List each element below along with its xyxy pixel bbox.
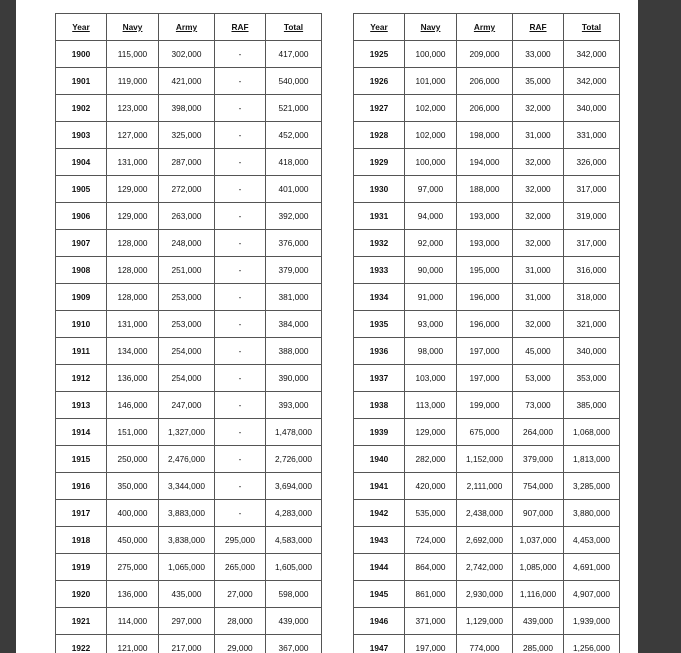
raf-cell: 27,000 [215, 581, 266, 608]
total-cell: 521,000 [266, 95, 322, 122]
table-row [354, 95, 620, 122]
year-cell: 1914 [56, 419, 107, 446]
total-cell: 321,000 [564, 311, 620, 338]
total-cell: 342,000 [564, 68, 620, 95]
army-cell: 254,000 [159, 365, 215, 392]
year-cell: 1936 [354, 338, 405, 365]
total-cell: 1,256,000 [564, 635, 620, 653]
total-cell: 1,068,000 [564, 419, 620, 446]
table-row [354, 203, 620, 230]
year-cell: 1922 [56, 635, 107, 653]
army-cell: 2,111,000 [457, 473, 513, 500]
table-row [56, 608, 322, 635]
header-row [354, 14, 620, 41]
table-row [56, 68, 322, 95]
table-row [354, 257, 620, 284]
army-cell: 188,000 [457, 176, 513, 203]
navy-cell: 129,000 [107, 203, 159, 230]
total-cell: 392,000 [266, 203, 322, 230]
total-cell: 319,000 [564, 203, 620, 230]
raf-cell: 1,037,000 [513, 527, 564, 554]
total-cell: 439,000 [266, 608, 322, 635]
navy-cell: 94,000 [405, 203, 457, 230]
year-cell: 1927 [354, 95, 405, 122]
total-cell: 4,453,000 [564, 527, 620, 554]
raf-cell: - [215, 149, 266, 176]
raf-cell: - [215, 500, 266, 527]
table-row [56, 554, 322, 581]
table-row [354, 41, 620, 68]
header-row [56, 14, 322, 41]
raf-cell: - [215, 41, 266, 68]
total-cell: 4,691,000 [564, 554, 620, 581]
document-page [16, 0, 638, 653]
navy-cell: 350,000 [107, 473, 159, 500]
navy-cell: 250,000 [107, 446, 159, 473]
table-row [354, 284, 620, 311]
year-cell: 1916 [56, 473, 107, 500]
navy-cell: 98,000 [405, 338, 457, 365]
total-cell: 388,000 [266, 338, 322, 365]
army-cell: 2,438,000 [457, 500, 513, 527]
total-cell: 418,000 [266, 149, 322, 176]
total-cell: 452,000 [266, 122, 322, 149]
raf-cell: 907,000 [513, 500, 564, 527]
total-cell: 326,000 [564, 149, 620, 176]
army-cell: 3,883,000 [159, 500, 215, 527]
table-row [354, 392, 620, 419]
army-cell: 325,000 [159, 122, 215, 149]
year-cell: 1919 [56, 554, 107, 581]
table-row [354, 608, 620, 635]
army-cell: 1,152,000 [457, 446, 513, 473]
army-cell: 197,000 [457, 338, 513, 365]
total-header: Total [564, 14, 620, 41]
navy-cell: 275,000 [107, 554, 159, 581]
navy-cell: 90,000 [405, 257, 457, 284]
navy-cell: 113,000 [405, 392, 457, 419]
raf-cell: - [215, 122, 266, 149]
table-row [56, 203, 322, 230]
navy-cell: 91,000 [405, 284, 457, 311]
raf-cell: - [215, 419, 266, 446]
army-cell: 287,000 [159, 149, 215, 176]
table-row [56, 149, 322, 176]
year-cell: 1918 [56, 527, 107, 554]
total-cell: 379,000 [266, 257, 322, 284]
army-cell: 199,000 [457, 392, 513, 419]
total-cell: 1,605,000 [266, 554, 322, 581]
table-row [56, 284, 322, 311]
army-cell: 254,000 [159, 338, 215, 365]
table-row [56, 230, 322, 257]
total-cell: 2,726,000 [266, 446, 322, 473]
year-cell: 1944 [354, 554, 405, 581]
army-cell: 209,000 [457, 41, 513, 68]
year-cell: 1915 [56, 446, 107, 473]
total-cell: 4,907,000 [564, 581, 620, 608]
army-cell: 195,000 [457, 257, 513, 284]
navy-cell: 131,000 [107, 311, 159, 338]
raf-cell: 73,000 [513, 392, 564, 419]
raf-cell: - [215, 203, 266, 230]
total-cell: 3,285,000 [564, 473, 620, 500]
table-row [354, 149, 620, 176]
raf-cell: - [215, 68, 266, 95]
raf-cell: - [215, 473, 266, 500]
raf-cell: 32,000 [513, 311, 564, 338]
navy-cell: 129,000 [405, 419, 457, 446]
army-cell: 196,000 [457, 311, 513, 338]
year-cell: 1912 [56, 365, 107, 392]
manpower-table-right [353, 13, 620, 653]
navy-cell: 121,000 [107, 635, 159, 653]
year-cell: 1943 [354, 527, 405, 554]
raf-cell: - [215, 338, 266, 365]
manpower-table-left [55, 13, 322, 653]
total-cell: 3,880,000 [564, 500, 620, 527]
raf-cell: 31,000 [513, 257, 564, 284]
total-cell: 1,478,000 [266, 419, 322, 446]
table-row [56, 500, 322, 527]
navy-cell: 128,000 [107, 284, 159, 311]
raf-cell: 32,000 [513, 230, 564, 257]
year-cell: 1930 [354, 176, 405, 203]
year-cell: 1910 [56, 311, 107, 338]
total-header: Total [266, 14, 322, 41]
navy-cell: 136,000 [107, 365, 159, 392]
table-row [56, 311, 322, 338]
raf-cell: 29,000 [215, 635, 266, 653]
table-row [354, 176, 620, 203]
army-cell: 198,000 [457, 122, 513, 149]
army-cell: 421,000 [159, 68, 215, 95]
total-cell: 393,000 [266, 392, 322, 419]
navy-header: Navy [405, 14, 457, 41]
navy-cell: 861,000 [405, 581, 457, 608]
army-cell: 2,692,000 [457, 527, 513, 554]
raf-cell: - [215, 176, 266, 203]
year-cell: 1901 [56, 68, 107, 95]
army-cell: 194,000 [457, 149, 513, 176]
table-row [56, 122, 322, 149]
raf-cell: 31,000 [513, 284, 564, 311]
raf-cell: - [215, 311, 266, 338]
navy-cell: 102,000 [405, 122, 457, 149]
year-header: Year [354, 14, 405, 41]
total-cell: 598,000 [266, 581, 322, 608]
year-cell: 1903 [56, 122, 107, 149]
table-row [56, 581, 322, 608]
year-cell: 1945 [354, 581, 405, 608]
navy-cell: 134,000 [107, 338, 159, 365]
year-cell: 1904 [56, 149, 107, 176]
table-row [56, 95, 322, 122]
raf-cell: - [215, 95, 266, 122]
raf-cell: 1,085,000 [513, 554, 564, 581]
navy-cell: 400,000 [107, 500, 159, 527]
total-cell: 4,283,000 [266, 500, 322, 527]
table-row [56, 41, 322, 68]
army-header: Army [457, 14, 513, 41]
raf-cell: - [215, 446, 266, 473]
navy-cell: 100,000 [405, 149, 457, 176]
navy-cell: 114,000 [107, 608, 159, 635]
navy-cell: 100,000 [405, 41, 457, 68]
navy-cell: 450,000 [107, 527, 159, 554]
total-cell: 340,000 [564, 95, 620, 122]
table-row [354, 446, 620, 473]
raf-cell: 33,000 [513, 41, 564, 68]
year-header: Year [56, 14, 107, 41]
table-row [354, 365, 620, 392]
year-cell: 1935 [354, 311, 405, 338]
army-cell: 248,000 [159, 230, 215, 257]
raf-cell: 32,000 [513, 95, 564, 122]
raf-cell: - [215, 284, 266, 311]
table-row [56, 446, 322, 473]
raf-cell: 379,000 [513, 446, 564, 473]
raf-cell: 285,000 [513, 635, 564, 653]
army-cell: 253,000 [159, 311, 215, 338]
total-cell: 353,000 [564, 365, 620, 392]
year-cell: 1932 [354, 230, 405, 257]
year-cell: 1907 [56, 230, 107, 257]
raf-cell: 31,000 [513, 122, 564, 149]
year-cell: 1920 [56, 581, 107, 608]
year-cell: 1947 [354, 635, 405, 653]
army-cell: 435,000 [159, 581, 215, 608]
raf-cell: 1,116,000 [513, 581, 564, 608]
table-row [354, 68, 620, 95]
navy-cell: 127,000 [107, 122, 159, 149]
total-cell: 318,000 [564, 284, 620, 311]
raf-cell: 264,000 [513, 419, 564, 446]
year-cell: 1931 [354, 203, 405, 230]
year-cell: 1911 [56, 338, 107, 365]
raf-cell: - [215, 257, 266, 284]
navy-cell: 97,000 [405, 176, 457, 203]
raf-cell: 754,000 [513, 473, 564, 500]
army-cell: 3,838,000 [159, 527, 215, 554]
army-cell: 302,000 [159, 41, 215, 68]
army-header: Army [159, 14, 215, 41]
army-cell: 297,000 [159, 608, 215, 635]
raf-header: RAF [215, 14, 266, 41]
navy-header: Navy [107, 14, 159, 41]
navy-cell: 197,000 [405, 635, 457, 653]
navy-cell: 146,000 [107, 392, 159, 419]
navy-cell: 724,000 [405, 527, 457, 554]
table-row [354, 311, 620, 338]
year-cell: 1906 [56, 203, 107, 230]
year-cell: 1941 [354, 473, 405, 500]
army-cell: 206,000 [457, 95, 513, 122]
table-row [56, 176, 322, 203]
year-cell: 1900 [56, 41, 107, 68]
army-cell: 1,129,000 [457, 608, 513, 635]
total-cell: 331,000 [564, 122, 620, 149]
total-cell: 401,000 [266, 176, 322, 203]
table-row [56, 392, 322, 419]
army-cell: 675,000 [457, 419, 513, 446]
year-cell: 1929 [354, 149, 405, 176]
navy-cell: 93,000 [405, 311, 457, 338]
table-row [354, 635, 620, 653]
army-cell: 774,000 [457, 635, 513, 653]
navy-cell: 119,000 [107, 68, 159, 95]
army-cell: 3,344,000 [159, 473, 215, 500]
raf-cell: - [215, 392, 266, 419]
navy-cell: 102,000 [405, 95, 457, 122]
table-row [354, 338, 620, 365]
table-row [56, 527, 322, 554]
year-cell: 1926 [354, 68, 405, 95]
navy-cell: 864,000 [405, 554, 457, 581]
army-cell: 1,327,000 [159, 419, 215, 446]
total-cell: 1,813,000 [564, 446, 620, 473]
year-cell: 1902 [56, 95, 107, 122]
army-cell: 263,000 [159, 203, 215, 230]
raf-cell: 265,000 [215, 554, 266, 581]
table-row [354, 473, 620, 500]
year-cell: 1937 [354, 365, 405, 392]
total-cell: 4,583,000 [266, 527, 322, 554]
total-cell: 376,000 [266, 230, 322, 257]
army-cell: 217,000 [159, 635, 215, 653]
raf-cell: - [215, 365, 266, 392]
total-cell: 381,000 [266, 284, 322, 311]
table-row [56, 338, 322, 365]
navy-cell: 131,000 [107, 149, 159, 176]
navy-cell: 420,000 [405, 473, 457, 500]
total-cell: 385,000 [564, 392, 620, 419]
total-cell: 1,939,000 [564, 608, 620, 635]
raf-cell: 28,000 [215, 608, 266, 635]
army-cell: 2,930,000 [457, 581, 513, 608]
raf-cell: 53,000 [513, 365, 564, 392]
army-cell: 247,000 [159, 392, 215, 419]
raf-cell: 35,000 [513, 68, 564, 95]
year-cell: 1917 [56, 500, 107, 527]
year-cell: 1939 [354, 419, 405, 446]
total-cell: 342,000 [564, 41, 620, 68]
table-row [354, 122, 620, 149]
navy-cell: 92,000 [405, 230, 457, 257]
army-cell: 1,065,000 [159, 554, 215, 581]
table-row [354, 419, 620, 446]
year-cell: 1905 [56, 176, 107, 203]
year-cell: 1908 [56, 257, 107, 284]
table-row [56, 473, 322, 500]
year-cell: 1940 [354, 446, 405, 473]
navy-cell: 371,000 [405, 608, 457, 635]
army-cell: 253,000 [159, 284, 215, 311]
total-cell: 317,000 [564, 230, 620, 257]
navy-cell: 535,000 [405, 500, 457, 527]
year-cell: 1942 [354, 500, 405, 527]
year-cell: 1933 [354, 257, 405, 284]
year-cell: 1928 [354, 122, 405, 149]
army-cell: 193,000 [457, 230, 513, 257]
total-cell: 390,000 [266, 365, 322, 392]
army-cell: 272,000 [159, 176, 215, 203]
raf-cell: 32,000 [513, 203, 564, 230]
raf-cell: 45,000 [513, 338, 564, 365]
navy-cell: 151,000 [107, 419, 159, 446]
total-cell: 340,000 [564, 338, 620, 365]
total-cell: 3,694,000 [266, 473, 322, 500]
navy-cell: 123,000 [107, 95, 159, 122]
navy-cell: 103,000 [405, 365, 457, 392]
army-cell: 2,742,000 [457, 554, 513, 581]
year-cell: 1909 [56, 284, 107, 311]
year-cell: 1921 [56, 608, 107, 635]
total-cell: 540,000 [266, 68, 322, 95]
navy-cell: 136,000 [107, 581, 159, 608]
navy-cell: 129,000 [107, 176, 159, 203]
table-row [354, 500, 620, 527]
year-cell: 1938 [354, 392, 405, 419]
army-cell: 196,000 [457, 284, 513, 311]
total-cell: 367,000 [266, 635, 322, 653]
total-cell: 384,000 [266, 311, 322, 338]
year-cell: 1946 [354, 608, 405, 635]
raf-cell: 32,000 [513, 176, 564, 203]
table-row [354, 554, 620, 581]
navy-cell: 282,000 [405, 446, 457, 473]
year-cell: 1925 [354, 41, 405, 68]
year-cell: 1913 [56, 392, 107, 419]
navy-cell: 115,000 [107, 41, 159, 68]
army-cell: 206,000 [457, 68, 513, 95]
army-cell: 2,476,000 [159, 446, 215, 473]
table-row [354, 527, 620, 554]
year-cell: 1934 [354, 284, 405, 311]
army-cell: 251,000 [159, 257, 215, 284]
table-row [354, 230, 620, 257]
navy-cell: 128,000 [107, 257, 159, 284]
army-cell: 398,000 [159, 95, 215, 122]
raf-cell: 32,000 [513, 149, 564, 176]
raf-header: RAF [513, 14, 564, 41]
table-row [354, 581, 620, 608]
table-row [56, 365, 322, 392]
navy-cell: 101,000 [405, 68, 457, 95]
table-row [56, 635, 322, 653]
total-cell: 316,000 [564, 257, 620, 284]
army-cell: 193,000 [457, 203, 513, 230]
raf-cell: 295,000 [215, 527, 266, 554]
table-row [56, 257, 322, 284]
navy-cell: 128,000 [107, 230, 159, 257]
raf-cell: - [215, 230, 266, 257]
total-cell: 317,000 [564, 176, 620, 203]
raf-cell: 439,000 [513, 608, 564, 635]
table-row [56, 419, 322, 446]
total-cell: 417,000 [266, 41, 322, 68]
army-cell: 197,000 [457, 365, 513, 392]
